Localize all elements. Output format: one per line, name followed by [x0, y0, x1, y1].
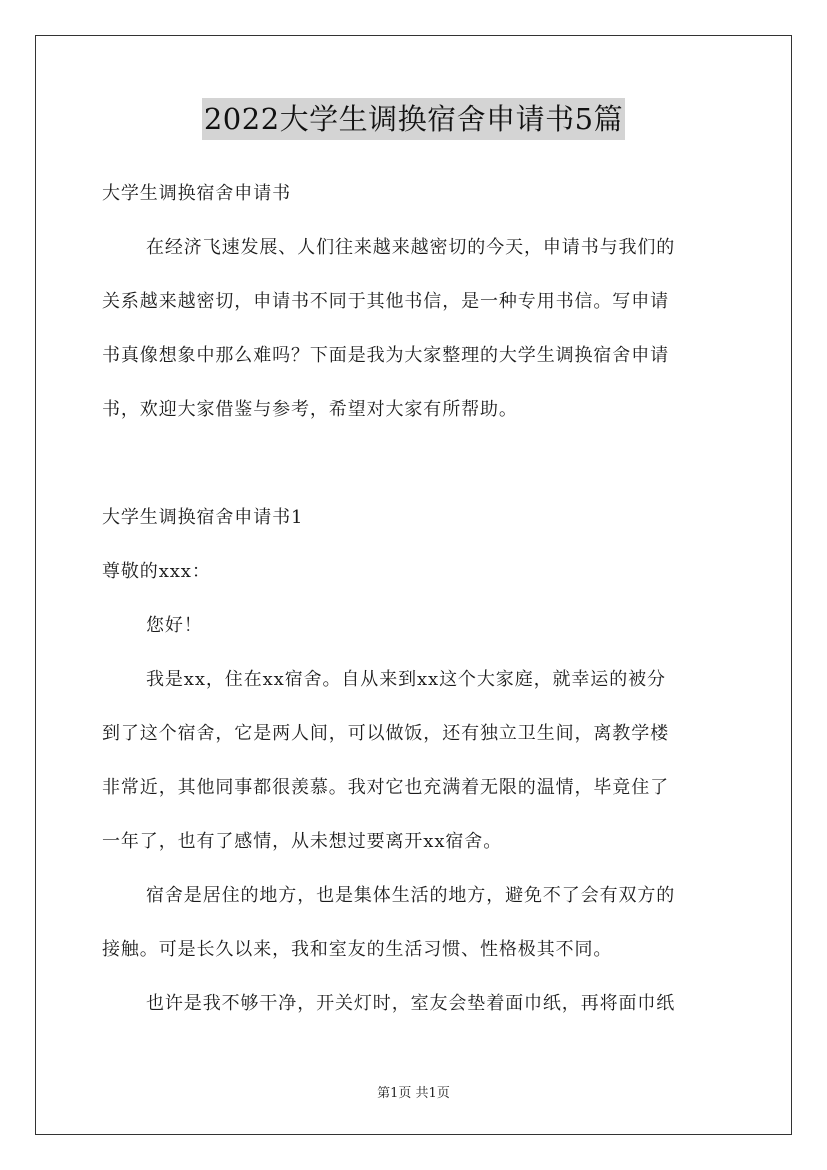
blank-line: [102, 446, 730, 500]
paragraph-line: 到了这个宿舍，它是两人间，可以做饭，还有独立卫生间，离教学楼: [102, 723, 669, 744]
document-body: [102, 176, 730, 1040]
title-container: [0, 98, 827, 140]
paragraph-line: 我是xx，住在xx宿舍。自从来到xx这个大家庭，就幸运的被分: [146, 669, 666, 690]
paragraph-line: 一年了，也有了感情，从未想过要离开xx宿舍。: [102, 831, 503, 852]
greeting: 您好！: [146, 615, 203, 636]
document-title: 2022大学生调换宿舍申请书5篇: [202, 98, 625, 140]
section-heading: 大学生调换宿舍申请书: [102, 183, 291, 204]
paragraph-line: 宿舍是居住的地方，也是集体生活的地方，避免不了会有双方的: [146, 885, 676, 906]
letter-heading: 大学生调换宿舍申请书1: [102, 507, 304, 528]
salutation: 尊敬的xxx：: [102, 561, 211, 582]
paragraph-line: 书，欢迎大家借鉴与参考，希望对大家有所帮助。: [102, 399, 518, 420]
paragraph-line: 也许是我不够干净，开关灯时，室友会垫着面巾纸，再将面巾纸: [146, 993, 676, 1014]
paragraph-line: 在经济飞速发展、人们往来越来越密切的今天，申请书与我们的: [146, 237, 676, 258]
paragraph-line: 书真像想象中那么难吗？下面是我为大家整理的大学生调换宿舍申请: [102, 345, 669, 366]
paragraph-line: 非常近，其他同事都很羡慕。我对它也充满着无限的温情，毕竟住了: [102, 777, 669, 798]
paragraph-line: 接触。可是长久以来，我和室友的生活习惯、性格极其不同。: [102, 939, 613, 960]
page-footer: 第1页 共1页: [377, 1086, 450, 1101]
paragraph-line: 关系越来越密切，申请书不同于其他书信，是一种专用书信。写申请: [102, 291, 669, 312]
